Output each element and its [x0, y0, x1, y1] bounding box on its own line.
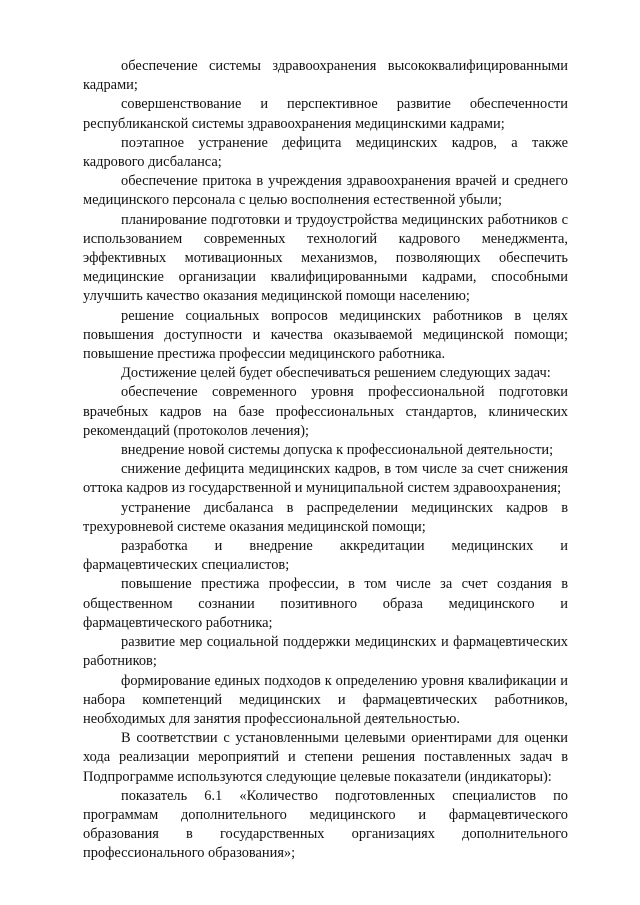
document-page: [83, 57, 568, 864]
paragraph-goal-social-issues: решение социальных вопросов медицинских работников в целях повышения доступности и качества оказываемой медицинской помощи; повышение престижа профессии медицинского работника.: [83, 307, 568, 363]
paragraph-task-imbalance: устранение дисбаланса в распределении медицинских кадров в трехуровневой системе оказания медицинской помощи;: [83, 499, 568, 535]
paragraph-goal-staff-inflow: обеспечение притока в учреждения здравоохранения врачей и среднего медицинского персонала с целью восполнения естественной убыли;: [83, 173, 568, 209]
paragraph-goal-staff-development: совершенствование и перспективное развитие обеспеченности республиканской системы здравоохранения медицинскими кадрами;: [83, 96, 568, 132]
paragraph-task-deficit-reduction: снижение дефицита медицинских кадров, в том числе за счет снижения оттока кадров из государственной и муниципальной систем здравоохранения;: [83, 461, 568, 497]
paragraph-goal-qualified-staff: обеспечение системы здравоохранения высококвалифицированными кадрами;: [83, 58, 568, 94]
paragraph-indicators-intro: В соответствии с установленными целевыми ориентирами для оценки хода реализации мероприятий и степени решения поставленных задач в Подпрограмме используются следующие целевые показатели (индикаторы):: [83, 730, 568, 785]
paragraph-task-prestige: повышение престижа профессии, в том числе за счет создания в общественном сознании позитивного образа медицинского и фармацевтического работника;: [83, 576, 568, 631]
paragraph-task-accreditation: разработка и внедрение аккредитации медицинских и фармацевтических специалистов;: [83, 538, 568, 574]
paragraph-task-admission-system: внедрение новой системы допуска к профессиональной деятельности;: [121, 442, 554, 459]
paragraph-tasks-intro: Достижение целей будет обеспечиваться решением следующих задач:: [121, 365, 551, 382]
paragraph-goal-deficit-elimination: поэтапное устранение дефицита медицинских кадров, а также кадрового дисбаланса;: [83, 134, 568, 171]
paragraph-task-unified-approaches: формирование единых подходов к определению уровня квалификации и набора компетенций медицинских и фармацевтических работников, необходимых для занятия профессиональной деятельностью.: [83, 672, 568, 727]
paragraph-task-social-support: развитие мер социальной поддержки медицинских и фармацевтических работников;: [83, 634, 568, 670]
paragraph-indicator-6-1: показатель 6.1 «Количество подготовленных специалистов по программам дополнительного медицинского и фармацевтического образования в государственных организациях дополнительного профессионального образования»;: [83, 787, 568, 862]
paragraph-task-training-level: обеспечение современного уровня профессиональной подготовки врачебных кадров на базе профессиональных стандартов, клинических рекомендаций (протоколов лечения);: [83, 384, 568, 439]
paragraph-goal-training-planning: планирование подготовки и трудоустройства медицинских работников с использованием современных технологий кадрового менеджмента, эффективных мотивационных механизмов, позволяющих обеспечить медицинские организации квалифицированными кадрами, способными улучшить качество оказания медицинской помощи населению;: [83, 211, 568, 305]
